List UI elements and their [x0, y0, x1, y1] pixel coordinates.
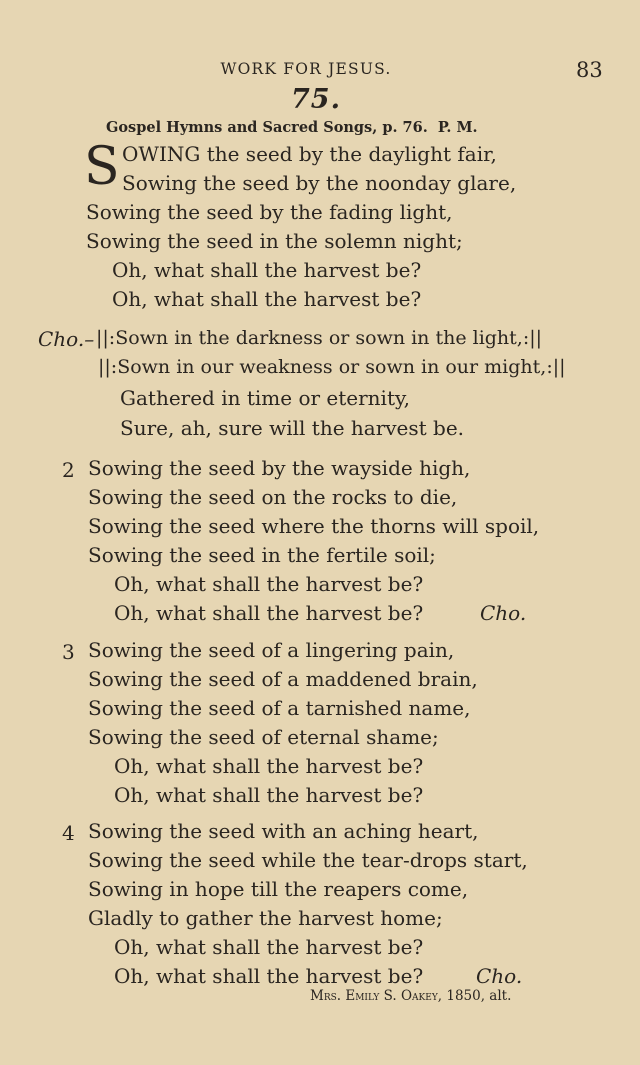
verse3-line3: Sowing the seed of a tarnished name, — [88, 696, 471, 720]
verse2-line4: Sowing the seed in the fertile soil; — [88, 543, 436, 567]
chorus-line4: Sure, ah, sure will the harvest be. — [120, 416, 465, 440]
chorus-label: Cho.– — [38, 327, 95, 351]
verse4-line2: Sowing the seed while the tear-drops start, — [88, 848, 528, 872]
verse1-line3: Sowing the seed by the fading light, — [86, 200, 453, 224]
verse4-line6: Oh, what shall the harvest be? — [114, 964, 424, 988]
author-name: Emily S. Oakey, — [345, 988, 443, 1004]
author-attribution — [310, 988, 511, 1004]
chorus-line1: ||:Sown in the darkness or sown in the light,:|| — [96, 327, 543, 349]
verse3-line2: Sowing the seed of a maddened brain, — [88, 667, 478, 691]
verse3-line6: Oh, what shall the harvest be? — [114, 783, 424, 807]
verse4-line3: Sowing in hope till the reapers come, — [88, 877, 469, 901]
author-prefix: Mrs. — [310, 988, 342, 1004]
hymn-source — [106, 119, 478, 136]
meter: P. M. — [437, 119, 478, 136]
verse2-chorus-ref: Cho. — [480, 601, 527, 625]
verse2-line6: Oh, what shall the harvest be? — [114, 601, 424, 625]
chorus-line2: ||:Sown in our weakness or sown in our might,:|| — [98, 356, 566, 378]
verse1-line2: Sowing the seed by the noonday glare, — [122, 171, 517, 195]
verse4-line5: Oh, what shall the harvest be? — [114, 935, 424, 959]
verse3-number: 3 — [62, 640, 75, 664]
verse2-line1: Sowing the seed by the wayside high, — [88, 456, 471, 480]
verse4-chorus-ref: Cho. — [476, 964, 523, 988]
page-number: 83 — [576, 58, 603, 82]
verse1-line1: OWING the seed by the daylight fair, — [122, 142, 497, 166]
verse2-line3: Sowing the seed where the thorns will spoil, — [88, 514, 540, 538]
source-title: Gospel Hymns and Sacred Songs, p. 76. — [106, 119, 428, 136]
verse4-number: 4 — [62, 821, 75, 845]
verse3-line4: Sowing the seed of eternal shame; — [88, 725, 439, 749]
verse4-line4: Gladly to gather the harvest home; — [88, 906, 443, 930]
verse1-line4: Sowing the seed in the solemn night; — [86, 229, 463, 253]
author-year: 1850, alt. — [446, 988, 512, 1004]
verse2-number: 2 — [62, 458, 75, 482]
verse1-line5: Oh, what shall the harvest be? — [112, 258, 422, 282]
verse3-line5: Oh, what shall the harvest be? — [114, 754, 424, 778]
verse2-line5: Oh, what shall the harvest be? — [114, 572, 424, 596]
verse4-line1: Sowing the seed with an aching heart, — [88, 819, 479, 843]
running-header: WORK FOR JESUS. — [220, 60, 392, 78]
hymn-number: 75. — [291, 84, 341, 115]
verse1-line6: Oh, what shall the harvest be? — [112, 287, 422, 311]
chorus-line3: Gathered in time or eternity, — [120, 386, 410, 410]
drop-cap: S — [84, 137, 120, 197]
verse3-line1: Sowing the seed of a lingering pain, — [88, 638, 455, 662]
verse2-line2: Sowing the seed on the rocks to die, — [88, 485, 458, 509]
